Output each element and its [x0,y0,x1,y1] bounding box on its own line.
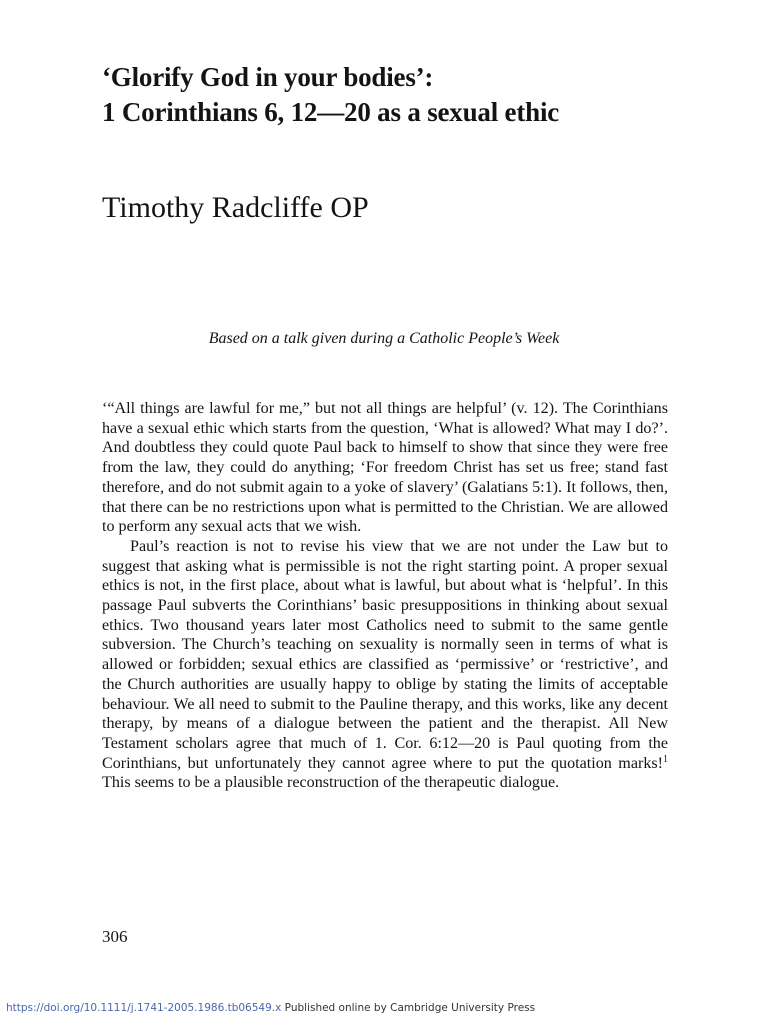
page-number: 306 [102,927,128,946]
title-line-2: 1 Corinthians 6, 12—20 as a sexual ethic [102,97,560,127]
paragraph-1: ‘“All things are lawful for me,” but not all things are helpful’ (v. 12). The Corinthians have a sexual ethic which starts from the question, ‘What is allowed? What may I do?’. And doubtless they could quote Paul back to himself to show that since they were free from the law, they could do anything; ‘For freedom Christ has set us free; stand fast therefore, and do not submit again to a yoke of slavery’ (Galatians 5:1). It follows, then, that there can be no restrictions upon what is permitted to the Christian. We are allowed to perform any sexual acts that we wish. [102,400,668,536]
paragraph-2 [102,537,668,793]
footnote-reference[interactable]: 1 [663,753,668,765]
talk-note: Based on a talk given during a Catholic People’s Week [208,330,560,347]
publisher-note: Published online by Cambridge University Press [281,1002,536,1014]
article-title [102,60,722,130]
paragraph-2-text-end: This seems to be a plausible reconstruction of the therapeutic dialogue. [102,774,560,792]
doi-link[interactable]: https://doi.org/10.1111/j.1741-2005.1986.tb06549.x [6,1002,282,1014]
footer [6,1002,535,1014]
article-body [102,399,668,793]
author-name: Timothy Radcliffe OP [102,191,369,224]
title-line-1: ‘Glorify God in your bodies’: [102,62,434,92]
paragraph-2-text: Paul’s reaction is not to revise his view that we are not under the Law but to suggest that asking what is permissible is not the right starting point. A proper sexual ethics is not, in the first place, about what is lawful, but about what is ‘helpful’. In this passage Paul subverts the Corinthians’ basic presuppositions in thinking about sexual ethics. Two thousand years later most Catholics need to submit to the same gentle subversion. The Church’s teaching on sexuality is normally seen in terms of what is allowed or forbidden; sexual ethics are classified as ‘permissive’ or ‘restrictive’, and the Church authorities are usually happy to oblige by stating the limits of acceptable behaviour. We all need to submit to the Pauline therapy, and this works, like any decent therapy, by means of a dialogue between the patient and the therapist. All New Testament scholars agree that much of 1. Cor. 6:12—20 is Paul quoting from the Corinthians, but unfortunately they cannot agree where to put the quotation marks! [102,537,668,772]
